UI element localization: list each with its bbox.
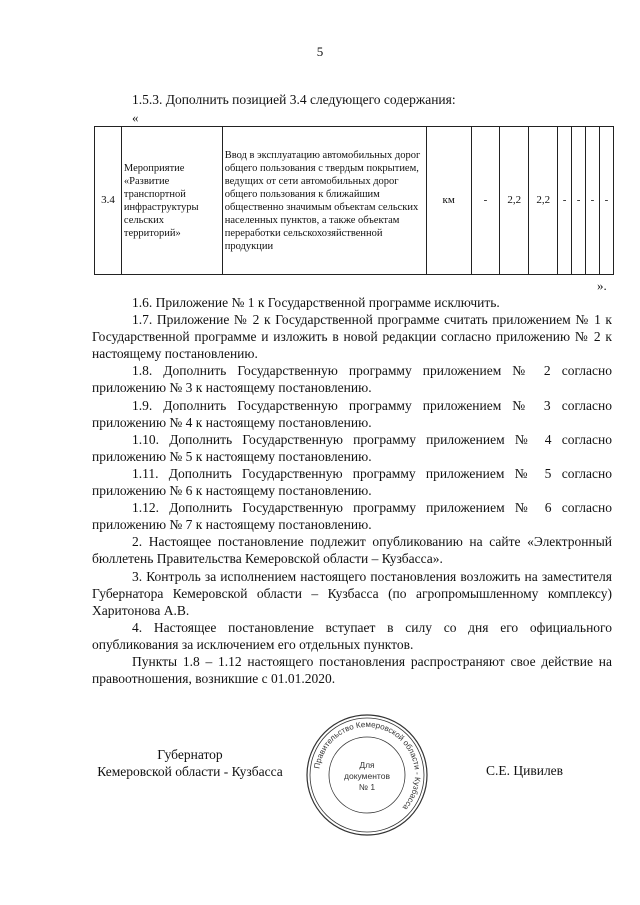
paragraph: 1.8. Дополнить Государственную программу приложением № 2 согласно приложению № 3 к настоящему постановлению.: [92, 363, 612, 396]
document-body: [92, 294, 612, 687]
cell-value-1: -: [471, 127, 500, 275]
quote-open: «: [132, 110, 139, 125]
page-number: 5: [316, 44, 324, 59]
stamp-ring-text: Правительство Кемеровской области - Кузбасса: [312, 719, 423, 812]
cell-value-5: -: [572, 127, 586, 275]
paragraph: 4. Настоящее постановление вступает в силу со дня его официального опубликования за исключением его отдельных пунктов.: [92, 619, 612, 652]
cell-value-7: -: [599, 127, 613, 275]
stamp-center-line: № 1: [358, 782, 376, 792]
cell-num: 3.4: [95, 127, 122, 275]
cell-unit: км: [426, 127, 471, 275]
cell-value-4: -: [558, 127, 572, 275]
paragraph: Пункты 1.8 – 1.12 настоящего постановления распространяют свое действие на правоотношения, возникшие с 01.01.2020.: [92, 653, 612, 687]
table-row: [95, 127, 614, 275]
intro-line: 1.5.3. Дополнить позицией 3.4 следующего содержания:: [132, 92, 456, 107]
stamp-center-line: документов: [344, 771, 390, 781]
paragraph: 3. Контроль за исполнением настоящего постановления возложить на заместителя Губернатора Кемеровской области – Кузбасса (по агропромышленному комплексу) Харитонова А.В.: [92, 568, 612, 618]
quote-close: ».: [597, 278, 607, 293]
paragraph: 1.12. Дополнить Государственную программу приложением № 6 согласно приложению № 7 к настоящему постановлению.: [92, 500, 612, 533]
paragraph: 1.11. Дополнить Государственную программу приложением № 5 согласно приложению № 6 к настоящему постановлению.: [92, 465, 612, 499]
official-stamp: [304, 712, 430, 838]
stamp-center-line: Для: [359, 760, 375, 770]
position-table: [94, 126, 614, 275]
cell-value-2: 2,2: [500, 127, 529, 275]
paragraph: 1.9. Дополнить Государственную программу приложением № 3 согласно приложению № 4 к настоящему постановлению.: [92, 397, 612, 430]
cell-value-6: -: [586, 127, 600, 275]
cell-name: Мероприятие «Развитие транспортной инфраструктуры сельских территорий»: [121, 127, 222, 275]
signer-title: [90, 746, 290, 780]
signer-title-line: Кемеровской области - Кузбасса: [97, 764, 283, 779]
paragraph: 2. Настоящее постановление подлежит опубликованию на сайте «Электронный бюллетень Правительства Кемеровской области – Кузбасса».: [92, 534, 612, 567]
paragraph: 1.6. Приложение № 1 к Государственной программе исключить.: [132, 295, 500, 310]
cell-indicator: Ввод в эксплуатацию автомобильных дорог общего пользования с твердым покрытием, ведущих от сети автомобильных дорог общего пользования к ближайшим общественно значимым объектам сельских населенных пунктов, а также объектам переработки сельскохозяйственной продукции: [222, 127, 426, 275]
signer-title-line: Губернатор: [157, 747, 223, 762]
signer-name: С.Е. Цивилев: [486, 763, 564, 778]
paragraph: 1.10. Дополнить Государственную программу приложением № 4 согласно приложению № 5 к настоящему постановлению.: [92, 431, 612, 464]
cell-value-3: 2,2: [529, 127, 558, 275]
paragraph: 1.7. Приложение № 2 к Государственной программе считать приложением № 1 к Государственной программе и изложить в новой редакции согласно приложению № 2 к настоящему постановлению.: [92, 312, 612, 362]
